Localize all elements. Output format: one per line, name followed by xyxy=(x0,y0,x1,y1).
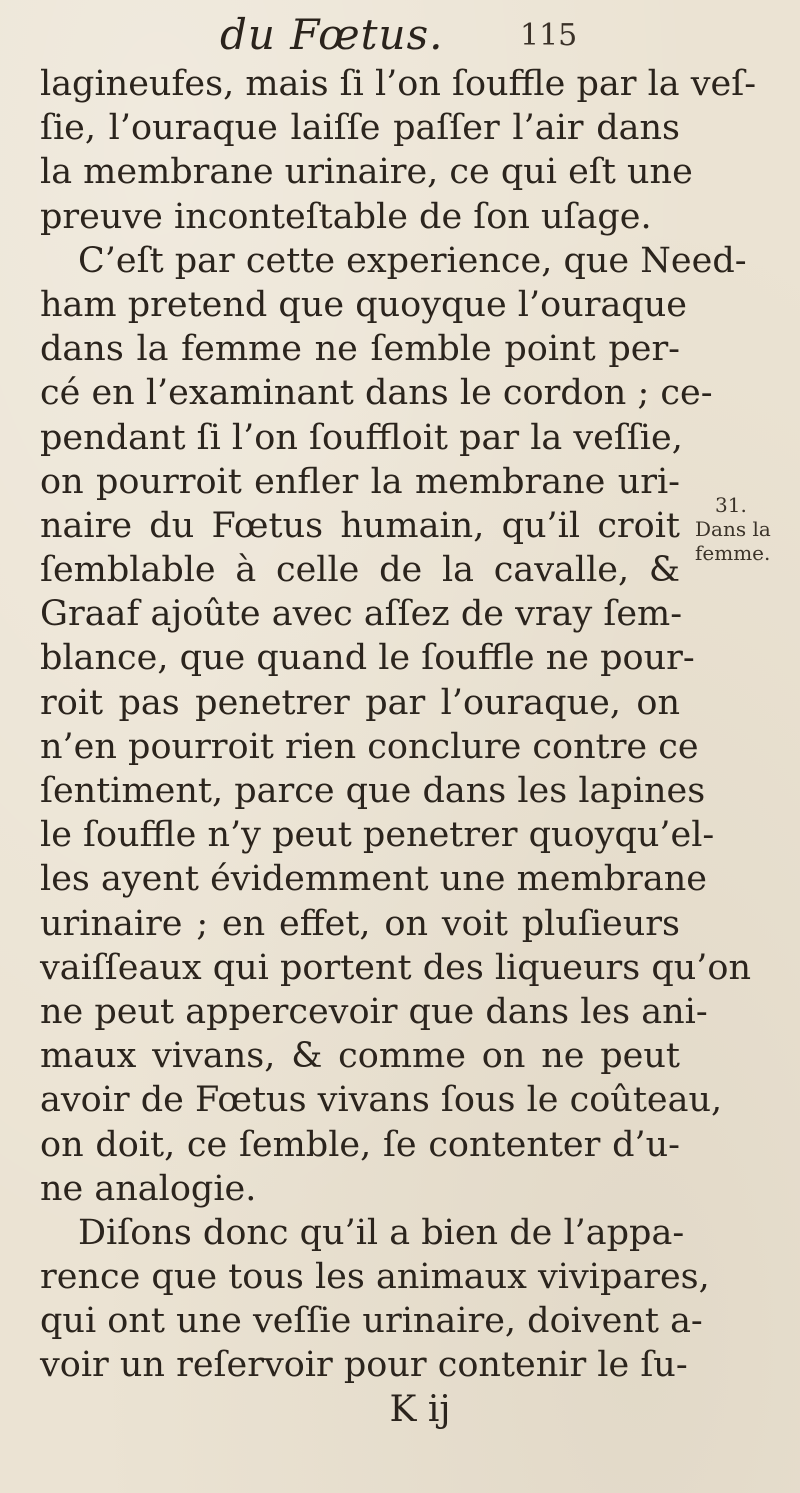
text-line: ham pretend que quoyque l’ouraque xyxy=(40,284,687,325)
text-line: ſentiment, parce que dans les lapines xyxy=(40,771,706,811)
text-line: qui ont une veſſie urinaire, doivent a- xyxy=(40,1301,703,1342)
text-line: roit pas penetrer par l’ouraque, on xyxy=(40,682,680,723)
text-line: maux vivans, & comme on ne peut xyxy=(40,1036,680,1077)
page-number: 115 xyxy=(520,18,578,53)
text-line: preuve inconteſtable de ſon uſage. xyxy=(40,196,652,237)
text-line: voir un reſervoir pour contenir le ſu- xyxy=(40,1345,688,1386)
text-line: dans la femme ne ſemble point per- xyxy=(40,329,680,370)
text-line: ne peut appercevoir que dans les ani- xyxy=(40,991,708,1032)
margin-note-line: Dans la xyxy=(695,517,771,541)
text-line: la membrane urinaire, ce qui eſt une xyxy=(40,152,693,193)
text-line: avoir de Fœtus vivans ſous le coûteau, xyxy=(40,1080,723,1121)
text-line: urinaire ; en effet, on voit pluſieurs xyxy=(40,903,680,944)
text-line: ſemblable à celle de la cavalle, & xyxy=(40,550,680,591)
text-line: naire du Fœtus humain, qu’il croit xyxy=(40,505,680,546)
text-line: n’en pourroit rien conclure contre ce xyxy=(40,726,699,767)
text-line: ſie, l’ouraque laiſſe paſſer l’air dans xyxy=(40,108,680,149)
text-line: Diſons donc qu’il a bien de l’appa- xyxy=(78,1212,685,1253)
text-line: le ſouffle n’y peut penetrer quoyqu’el- xyxy=(40,815,715,856)
text-line: C’eſt par cette experience, que Need- xyxy=(78,240,747,281)
text-line: les ayent évidemment une membrane xyxy=(40,859,707,900)
page-header xyxy=(0,8,800,68)
margin-note-number: 31. xyxy=(715,493,747,517)
margin-note-line: femme. xyxy=(695,541,771,565)
text-line: on pourroit enfler la membrane uri- xyxy=(40,461,680,502)
text-line: ne analogie. xyxy=(40,1168,257,1209)
text-line: Graaf ajoûte avec aſſez de vray ſem- xyxy=(40,594,683,635)
text-line: vaiſſeaux qui portent des liqueurs qu’on xyxy=(40,947,752,988)
text-line: blance, que quand le ſouffle ne pour- xyxy=(40,638,695,679)
catchword: K ij xyxy=(389,1388,451,1430)
text-line: cé en l’examinant dans le cordon ; ce- xyxy=(40,373,713,414)
running-head: du Fœtus. xyxy=(220,10,444,59)
text-line: rence que tous les animaux vivipares, xyxy=(40,1257,710,1298)
text-line: pendant ſi l’on ſouffloit par la veſſie, xyxy=(40,417,683,458)
text-line: lagineufes, mais ſi l’on ſouffle par la veſ- xyxy=(40,64,757,104)
text-line: on doit, ce ſemble, ſe contenter d’u- xyxy=(40,1124,680,1165)
margin-note xyxy=(695,493,795,565)
